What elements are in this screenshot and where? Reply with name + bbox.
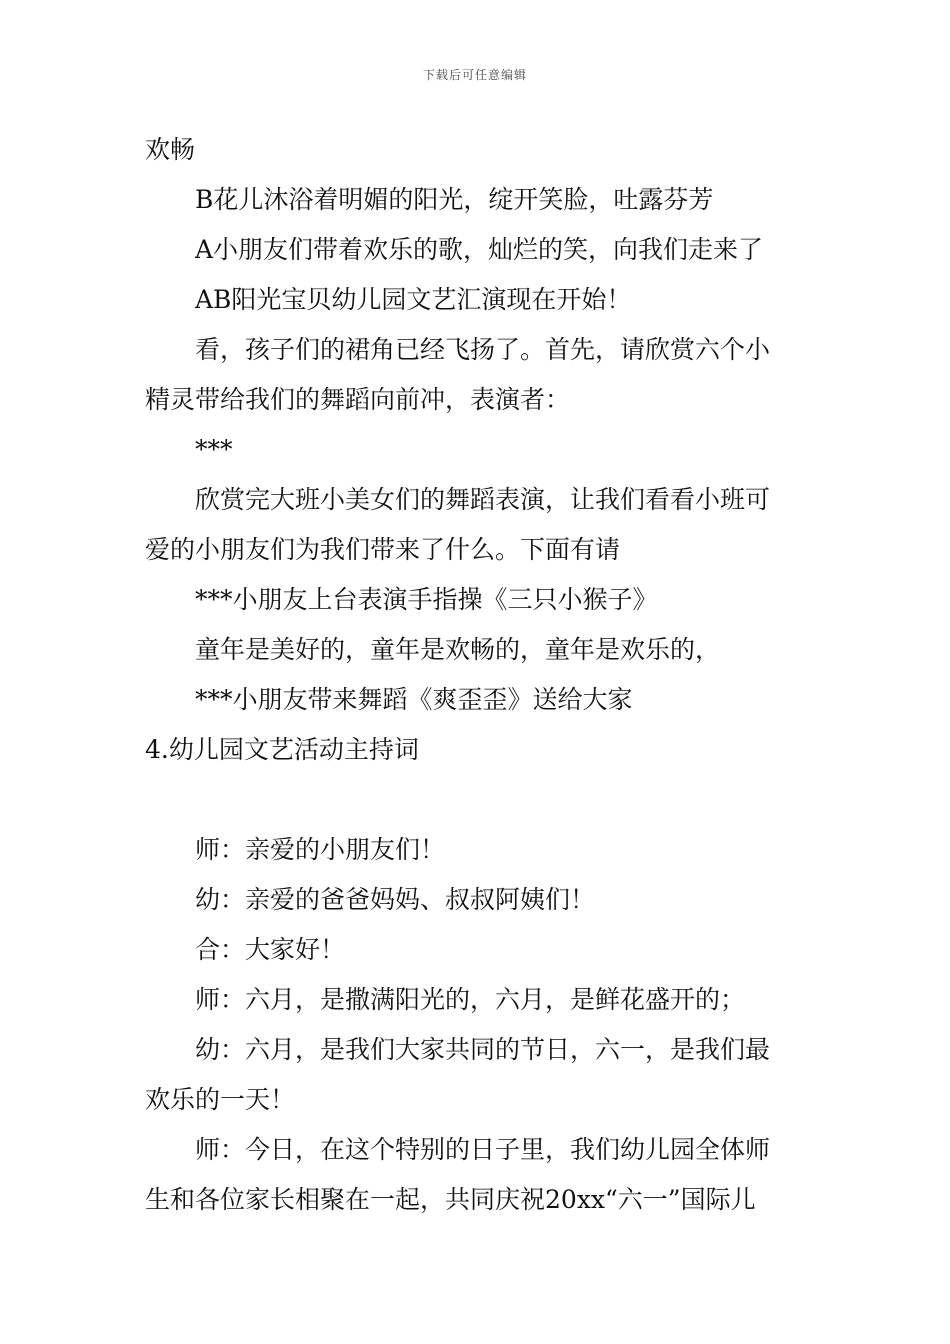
text-line: ***小朋友上台表演手指操《三只小猴子》 bbox=[195, 585, 658, 614]
text-line: 欢乐的一天！ bbox=[145, 1085, 296, 1114]
text-line: 幼：亲爱的爸爸妈妈、叔叔阿姨们！ bbox=[195, 885, 596, 914]
text-line: 欣赏完大班小美女们的舞蹈表演，让我们看看小班可 bbox=[195, 485, 771, 514]
text-line: 幼：六月，是我们大家共同的节日，六一，是我们最 bbox=[195, 1035, 771, 1064]
text-line: 师：亲爱的小朋友们！ bbox=[195, 835, 446, 864]
text-line: 欢畅 bbox=[145, 135, 196, 164]
text-line: A小朋友们带着欢乐的歌，灿烂的笑，向我们走来了 bbox=[195, 235, 764, 264]
text-line: 童年是美好的，童年是欢畅的，童年是欢乐的， bbox=[195, 635, 721, 664]
text-line: B花儿沐浴着明媚的阳光，绽开笑脸，吐露芬芳 bbox=[195, 185, 714, 214]
section-heading: 4.幼儿园文艺活动主持词 bbox=[145, 735, 419, 764]
text-line: 合：大家好！ bbox=[195, 935, 346, 964]
text-line: 师：今日，在这个特别的日子里，我们幼儿园全体师 bbox=[195, 1135, 771, 1164]
text-line: 精灵带给我们的舞蹈向前冲，表演者： bbox=[145, 385, 571, 414]
text-line: 看，孩子们的裙角已经飞扬了。首先，请欣赏六个小 bbox=[195, 335, 771, 364]
text-line: ***小朋友带来舞蹈《爽歪歪》送给大家 bbox=[195, 685, 633, 714]
text-line: *** bbox=[195, 435, 233, 464]
blank-line bbox=[145, 780, 825, 830]
document-body bbox=[145, 130, 825, 1230]
text-line: 爱的小朋友们为我们带来了什么。下面有请 bbox=[145, 535, 621, 564]
text-line: AB阳光宝贝幼儿园文艺汇演现在开始！ bbox=[195, 285, 632, 314]
text-line: 师：六月，是撒满阳光的，六月，是鲜花盛开的； bbox=[195, 985, 746, 1014]
page-header: 下载后可任意编辑 bbox=[422, 68, 527, 82]
text-line: 生和各位家长相聚在一起，共同庆祝20xx“六一”国际儿 bbox=[145, 1185, 756, 1214]
